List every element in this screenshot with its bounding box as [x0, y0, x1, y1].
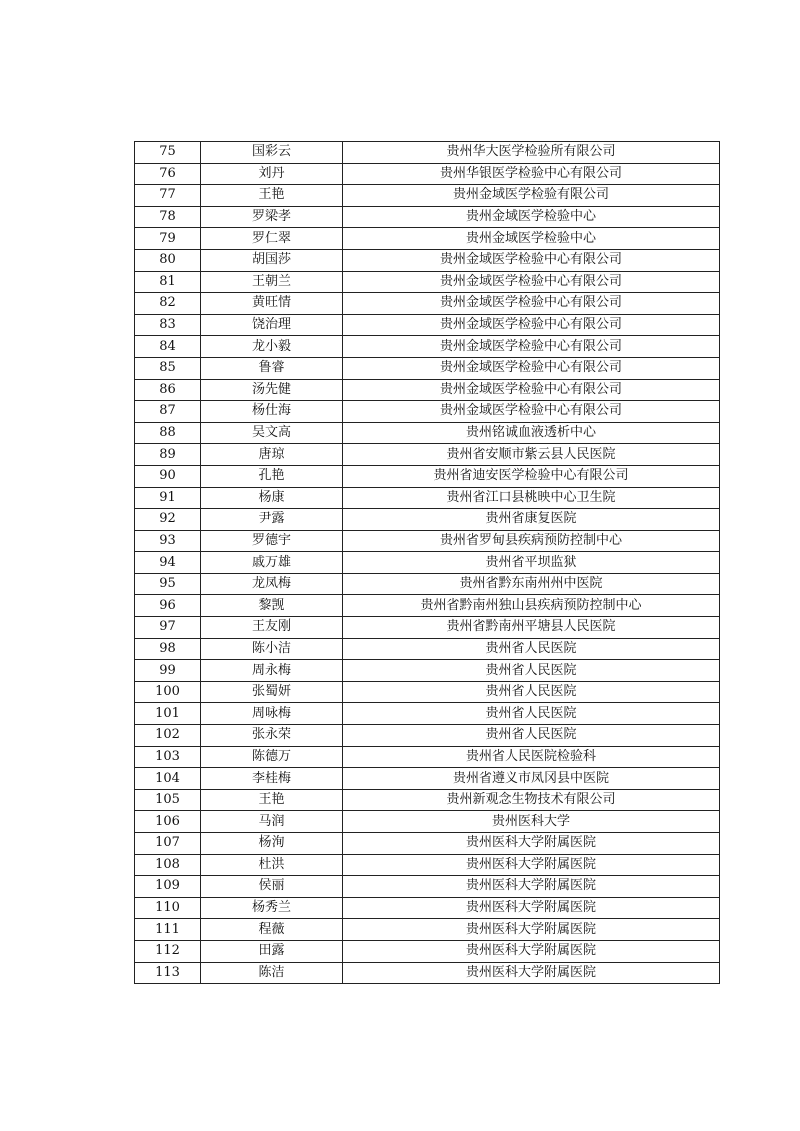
table-row — [135, 314, 720, 336]
table-row — [135, 789, 720, 811]
table-row — [135, 746, 720, 768]
person-name-cell: 杨秀兰 — [201, 897, 343, 919]
row-number-cell: 93 — [135, 530, 201, 552]
table-row — [135, 617, 720, 639]
table-row — [135, 897, 720, 919]
organization-cell: 贵州省平坝监狱 — [343, 552, 720, 574]
table-row — [135, 854, 720, 876]
person-name-cell: 吴文高 — [201, 422, 343, 444]
person-name-cell: 黎觊 — [201, 595, 343, 617]
table-row — [135, 703, 720, 725]
table-row — [135, 660, 720, 682]
organization-cell: 贵州省人民医院 — [343, 681, 720, 703]
organization-cell: 贵州金域医学检验中心有限公司 — [343, 293, 720, 315]
row-number-cell: 83 — [135, 314, 201, 336]
person-name-cell: 孔艳 — [201, 465, 343, 487]
organization-cell: 贵州医科大学附属医院 — [343, 897, 720, 919]
organization-cell: 贵州金域医学检验中心有限公司 — [343, 401, 720, 423]
person-name-cell: 王朝兰 — [201, 271, 343, 293]
person-name-cell: 黄旺情 — [201, 293, 343, 315]
organization-cell: 贵州省人民医院 — [343, 638, 720, 660]
organization-cell: 贵州医科大学附属医院 — [343, 876, 720, 898]
roster-table-body — [135, 142, 720, 984]
row-number-cell: 92 — [135, 509, 201, 531]
table-row — [135, 228, 720, 250]
row-number-cell: 106 — [135, 811, 201, 833]
table-row — [135, 509, 720, 531]
organization-cell: 贵州省康复医院 — [343, 509, 720, 531]
row-number-cell: 84 — [135, 336, 201, 358]
person-name-cell: 鲁睿 — [201, 357, 343, 379]
table-row — [135, 595, 720, 617]
row-number-cell: 94 — [135, 552, 201, 574]
row-number-cell: 110 — [135, 897, 201, 919]
person-name-cell: 王友刚 — [201, 617, 343, 639]
organization-cell: 贵州金域医学检验中心 — [343, 206, 720, 228]
table-row — [135, 163, 720, 185]
row-number-cell: 86 — [135, 379, 201, 401]
table-row — [135, 379, 720, 401]
table-row — [135, 681, 720, 703]
row-number-cell: 77 — [135, 185, 201, 207]
person-name-cell: 杨洵 — [201, 833, 343, 855]
table-row — [135, 811, 720, 833]
person-name-cell: 国彩云 — [201, 142, 343, 164]
row-number-cell: 97 — [135, 617, 201, 639]
person-name-cell: 尹露 — [201, 509, 343, 531]
organization-cell: 贵州省人民医院 — [343, 660, 720, 682]
row-number-cell: 79 — [135, 228, 201, 250]
row-number-cell: 104 — [135, 768, 201, 790]
person-name-cell: 汤先健 — [201, 379, 343, 401]
organization-cell: 贵州省遵义市凤冈县中医院 — [343, 768, 720, 790]
row-number-cell: 112 — [135, 940, 201, 962]
row-number-cell: 75 — [135, 142, 201, 164]
organization-cell: 贵州金域医学检验中心有限公司 — [343, 314, 720, 336]
table-row — [135, 876, 720, 898]
person-name-cell: 龙小毅 — [201, 336, 343, 358]
person-name-cell: 王艳 — [201, 185, 343, 207]
person-name-cell: 戚万雄 — [201, 552, 343, 574]
table-row — [135, 833, 720, 855]
organization-cell: 贵州省安顺市紫云县人民医院 — [343, 444, 720, 466]
person-name-cell: 张永荣 — [201, 725, 343, 747]
table-row — [135, 357, 720, 379]
table-row — [135, 725, 720, 747]
row-number-cell: 103 — [135, 746, 201, 768]
organization-cell: 贵州省人民医院检验科 — [343, 746, 720, 768]
table-row — [135, 940, 720, 962]
row-number-cell: 105 — [135, 789, 201, 811]
organization-cell: 贵州医科大学附属医院 — [343, 919, 720, 941]
person-name-cell: 罗梁孝 — [201, 206, 343, 228]
table-row — [135, 487, 720, 509]
organization-cell: 贵州铭诚血液透析中心 — [343, 422, 720, 444]
row-number-cell: 90 — [135, 465, 201, 487]
person-name-cell: 杨仕海 — [201, 401, 343, 423]
row-number-cell: 81 — [135, 271, 201, 293]
row-number-cell: 76 — [135, 163, 201, 185]
organization-cell: 贵州省人民医院 — [343, 703, 720, 725]
table-row — [135, 465, 720, 487]
row-number-cell: 80 — [135, 249, 201, 271]
person-name-cell: 胡国莎 — [201, 249, 343, 271]
person-name-cell: 程薇 — [201, 919, 343, 941]
person-name-cell: 李桂梅 — [201, 768, 343, 790]
person-name-cell: 陈小洁 — [201, 638, 343, 660]
row-number-cell: 107 — [135, 833, 201, 855]
table-row — [135, 185, 720, 207]
row-number-cell: 87 — [135, 401, 201, 423]
person-name-cell: 田露 — [201, 940, 343, 962]
table-row — [135, 444, 720, 466]
person-name-cell: 杨康 — [201, 487, 343, 509]
row-number-cell: 109 — [135, 876, 201, 898]
person-name-cell: 龙凤梅 — [201, 573, 343, 595]
row-number-cell: 98 — [135, 638, 201, 660]
row-number-cell: 100 — [135, 681, 201, 703]
organization-cell: 贵州金域医学检验中心有限公司 — [343, 249, 720, 271]
table-row — [135, 293, 720, 315]
row-number-cell: 96 — [135, 595, 201, 617]
row-number-cell: 85 — [135, 357, 201, 379]
row-number-cell: 91 — [135, 487, 201, 509]
person-name-cell: 刘丹 — [201, 163, 343, 185]
table-row — [135, 530, 720, 552]
organization-cell: 贵州金域医学检验中心有限公司 — [343, 379, 720, 401]
person-name-cell: 唐琼 — [201, 444, 343, 466]
organization-cell: 贵州华银医学检验中心有限公司 — [343, 163, 720, 185]
organization-cell: 贵州省黔南州平塘县人民医院 — [343, 617, 720, 639]
person-name-cell: 王艳 — [201, 789, 343, 811]
organization-cell: 贵州省罗甸县疾病预防控制中心 — [343, 530, 720, 552]
organization-cell: 贵州金域医学检验中心有限公司 — [343, 271, 720, 293]
person-name-cell: 周永梅 — [201, 660, 343, 682]
organization-cell: 贵州金域医学检验中心 — [343, 228, 720, 250]
table-row — [135, 249, 720, 271]
person-name-cell: 马润 — [201, 811, 343, 833]
organization-cell: 贵州省黔南州独山县疾病预防控制中心 — [343, 595, 720, 617]
row-number-cell: 113 — [135, 962, 201, 984]
organization-cell: 贵州华大医学检验所有限公司 — [343, 142, 720, 164]
table-row — [135, 206, 720, 228]
roster-table — [134, 141, 720, 984]
organization-cell: 贵州医科大学附属医院 — [343, 940, 720, 962]
organization-cell: 贵州省江口县桃映中心卫生院 — [343, 487, 720, 509]
table-row — [135, 573, 720, 595]
organization-cell: 贵州省迪安医学检验中心有限公司 — [343, 465, 720, 487]
person-name-cell: 侯丽 — [201, 876, 343, 898]
row-number-cell: 82 — [135, 293, 201, 315]
table-row — [135, 271, 720, 293]
organization-cell: 贵州医科大学附属医院 — [343, 833, 720, 855]
table-row — [135, 638, 720, 660]
row-number-cell: 89 — [135, 444, 201, 466]
person-name-cell: 张蜀妍 — [201, 681, 343, 703]
table-row — [135, 142, 720, 164]
organization-cell: 贵州金域医学检验中心有限公司 — [343, 336, 720, 358]
table-row — [135, 336, 720, 358]
table-row — [135, 401, 720, 423]
person-name-cell: 罗仁翠 — [201, 228, 343, 250]
organization-cell: 贵州省人民医院 — [343, 725, 720, 747]
person-name-cell: 饶治理 — [201, 314, 343, 336]
person-name-cell: 周咏梅 — [201, 703, 343, 725]
table-row — [135, 768, 720, 790]
table-row — [135, 962, 720, 984]
row-number-cell: 78 — [135, 206, 201, 228]
person-name-cell: 陈洁 — [201, 962, 343, 984]
person-name-cell: 陈德万 — [201, 746, 343, 768]
person-name-cell: 罗德宇 — [201, 530, 343, 552]
organization-cell: 贵州医科大学附属医院 — [343, 962, 720, 984]
organization-cell: 贵州医科大学 — [343, 811, 720, 833]
organization-cell: 贵州省黔东南州州中医院 — [343, 573, 720, 595]
table-row — [135, 552, 720, 574]
row-number-cell: 102 — [135, 725, 201, 747]
organization-cell: 贵州金域医学检验有限公司 — [343, 185, 720, 207]
organization-cell: 贵州医科大学附属医院 — [343, 854, 720, 876]
row-number-cell: 99 — [135, 660, 201, 682]
row-number-cell: 111 — [135, 919, 201, 941]
organization-cell: 贵州金域医学检验中心有限公司 — [343, 357, 720, 379]
person-name-cell: 杜洪 — [201, 854, 343, 876]
row-number-cell: 95 — [135, 573, 201, 595]
row-number-cell: 88 — [135, 422, 201, 444]
organization-cell: 贵州新观念生物技术有限公司 — [343, 789, 720, 811]
row-number-cell: 108 — [135, 854, 201, 876]
row-number-cell: 101 — [135, 703, 201, 725]
table-row — [135, 422, 720, 444]
table-row — [135, 919, 720, 941]
